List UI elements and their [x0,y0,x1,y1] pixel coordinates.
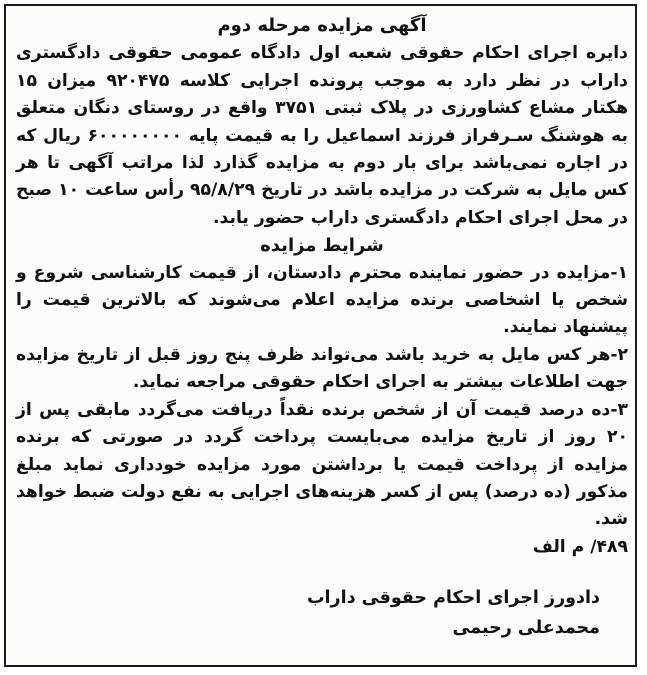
notice-title: آگهی مزایده مرحله دوم [217,15,427,36]
condition-item-3: ۳-ده درصد قیمت آن از شخص برنده نقداً دریافت می‌گردد مابقی پس از ۲۰ روز از تاریخ مزایده می‌بایست پرداخت گردد در صورتی که برنده مزایده از پرداخت قیمت یا برداشتن مورد مزایده خودداری نماید مبلغ مذکور (ده درصد) پس از کسر هزینه‌های اجرایی به نفع دولت ضبط خواهد شد. [16,399,628,530]
reference-number: ۴۸۹/ م الف [532,536,628,557]
signature-role: دادورز اجرای احکام حقوقی داراب [306,588,600,609]
condition-item-1: ۱-مزایده در حضور نماینده محترم دادستان، از قیمت کارشناسی شروع و شخص یا اشخاصی برنده مزایده اعلام می‌شوند که بالاترین قیمت را پیشنهاد نمایند. [16,262,628,338]
conditions-title: شرایط مزایده [260,235,384,257]
notice-frame [4,4,637,667]
signature-block [16,583,628,643]
signature-name: محمدعلی رحیمی [452,618,600,639]
condition-item-2: ۲-هر کس مایل به خرید باشد می‌تواند ظرف پنج روز قبل از تاریخ مزایده جهت اطلاعات بیشتر به اجرای احکام حقوقی مراجعه نماید. [16,344,628,393]
notice-content [16,12,628,643]
notice-body: دایره اجرای احکام حقوقی شعبه اول دادگاه عمومی حقوقی دادگستری داراب در نظر دارد به موجب پرونده اجرایی کلاسه ۹۲۰۴۷۵ میزان ۱۵ هکتار مشاع کشاورزی در پلاک ثبتی ۳۷۵۱ واقع در روستای دنگان متعلق به هوشنگ سـرفراز فرزند اسماعیل را به قیمت پایه ۶۰۰۰۰۰۰۰۰ ریال که در اجاره نمی‌باشد برای بار دوم به مزایده گذارد لذا مراتب آگهی تا هر کس مایل به شرکت در مزایده باشد در تاریخ ۹۵/۸/۲۹ رأس ساعت ۱۰ صبح در محل اجرای احکام دادگستری داراب حضور یابد. [16,43,629,228]
